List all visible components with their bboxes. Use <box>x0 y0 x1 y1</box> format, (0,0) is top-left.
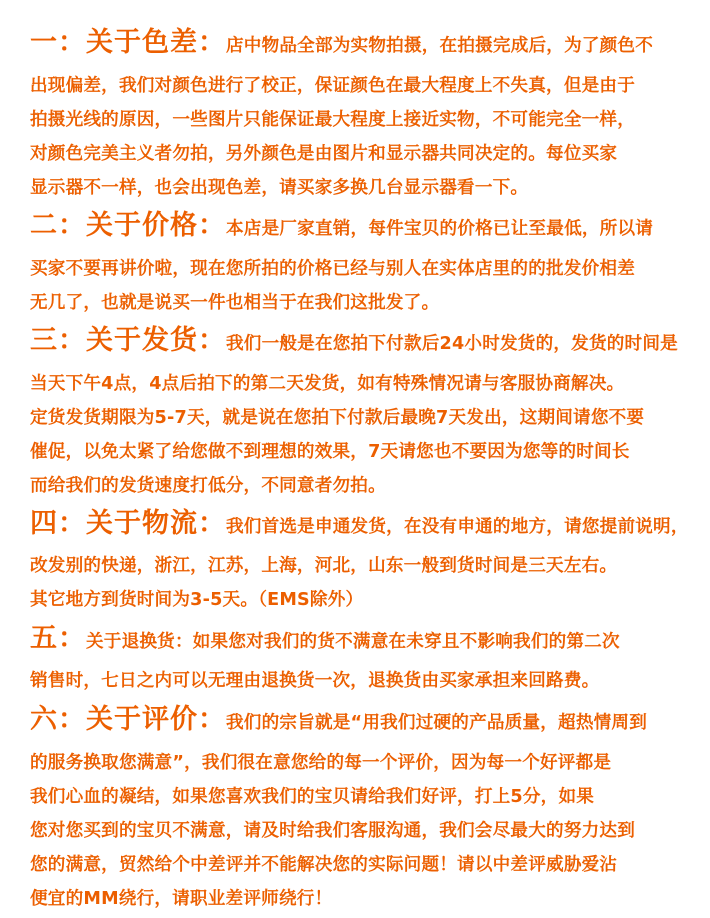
reviews-line-6: 便宜的MM绕行，请职业差评师绕行！ <box>30 889 333 909</box>
section-returns <box>30 623 704 655</box>
returns-line-2: 销售时，七日之内可以无理由退换货一次，退换货由买家承担来回路费。 <box>30 671 600 691</box>
heading-shipping: 三：关于发货： <box>30 325 226 356</box>
shipping-line-5: 而给我们的发货速度打低分，不同意者勿拍。 <box>30 476 386 496</box>
section-logistics <box>30 508 704 540</box>
section-price <box>30 210 704 242</box>
section-color <box>30 27 704 59</box>
reviews-line-4: 您对您买到的宝贝不满意，请及时给我们客服沟通，我们会尽最大的努力达到 <box>30 821 635 841</box>
section-shipping <box>30 325 704 357</box>
color-line-5: 显示器不一样，也会出现色差，请买家多换几台显示器看一下。 <box>30 178 529 198</box>
logistics-line-3: 其它地方到货时间为3-5天。（EMS除外） <box>30 590 364 610</box>
price-line-2: 买家不要再讲价啦，现在您所拍的价格已经与别人在实体店里的的批发价相差 <box>30 259 635 279</box>
reviews-line-3: 我们心血的凝结，如果您喜欢我们的宝贝请给我们好评，打上5分，如果 <box>30 787 595 807</box>
color-line-4: 对颜色完美主义者勿拍，另外颜色是由图片和显示器共同决定的。每位买家 <box>30 144 618 164</box>
shipping-line-3: 定货发货期限为5-7天，就是说在您拍下付款后最晚7天发出，这期间请您不要 <box>30 408 645 428</box>
heading-reviews: 六：关于评价： <box>30 704 226 735</box>
price-line-1: 本店是厂家直销，每件宝贝的价格已让至最低，所以请 <box>226 219 654 239</box>
logistics-line-2: 改发别的快递，浙江，江苏，上海，河北，山东一般到货时间是三天左右。 <box>30 556 618 576</box>
section-reviews <box>30 704 704 736</box>
shipping-line-1: 我们一般是在您拍下付款后24小时发货的，发货的时间是 <box>226 334 678 354</box>
returns-line-1: 关于退换货：如果您对我们的货不满意在未穿且不影响我们的第二次 <box>86 632 620 652</box>
price-line-3: 无几了，也就是说买一件也相当于在我们这批发了。 <box>30 293 440 313</box>
reviews-line-1: 我们的宗旨就是“用我们过硬的产品质量，超热情周到 <box>226 713 648 733</box>
shipping-line-4: 催促，以免太紧了给您做不到理想的效果，7天请您也不要因为您等的时间长 <box>30 442 630 462</box>
heading-logistics: 四：关于物流： <box>30 508 226 539</box>
heading-color: 一：关于色差： <box>30 27 226 58</box>
logistics-line-1: 我们首选是申通发货，在没有申通的地方，请您提前说明， <box>226 517 689 537</box>
shipping-line-2: 当天下午4点，4点后拍下的第二天发货，如有特殊情况请与客服协商解决。 <box>30 374 625 394</box>
color-line-1: 店中物品全部为实物拍摄，在拍摄完成后，为了颜色不 <box>226 36 654 56</box>
color-line-3: 拍摄光线的原因，一些图片只能保证最大程度上接近实物，不可能完全一样， <box>30 110 635 130</box>
heading-returns: 五： <box>30 623 86 654</box>
heading-price: 二：关于价格： <box>30 210 226 241</box>
reviews-line-5: 您的满意，贸然给个中差评并不能解决您的实际问题！请以中差评威胁爱沾 <box>30 855 618 875</box>
color-line-2: 出现偏差，我们对颜色进行了校正，保证颜色在最大程度上不失真，但是由于 <box>30 76 635 96</box>
reviews-line-2: 的服务换取您满意”，我们很在意您给的每一个评价，因为每一个好评都是 <box>30 753 612 773</box>
